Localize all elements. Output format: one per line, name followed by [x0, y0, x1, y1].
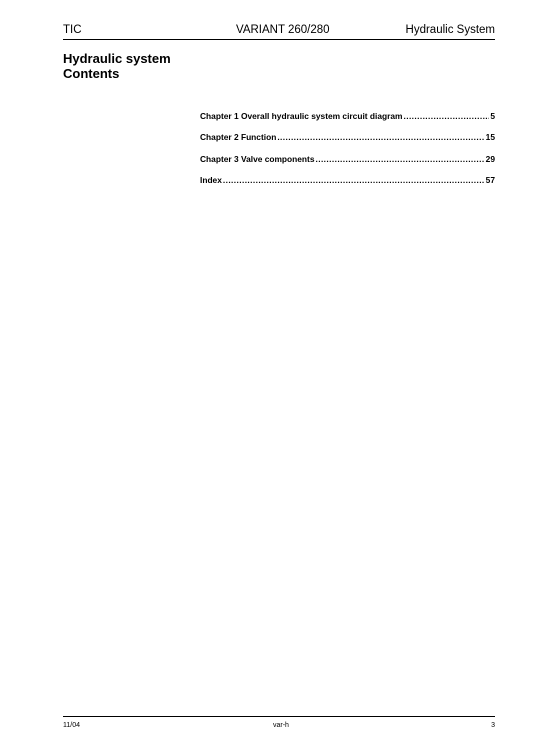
- header-divider: [63, 39, 495, 40]
- toc-entry[interactable]: [200, 175, 495, 186]
- toc-entry-page: 5: [490, 111, 495, 121]
- header-center-text: VARIANT 260/280: [236, 24, 330, 36]
- toc-entry-label: Chapter 3 Valve components: [200, 153, 315, 164]
- toc-dot-leader: [316, 154, 485, 165]
- header-left-text: TIC: [63, 24, 82, 36]
- page-footer: [63, 720, 495, 732]
- toc-entry-page: 15: [485, 132, 495, 143]
- toc-entry-label: Chapter 1 Overall hydraulic system circuit diagram: [200, 111, 403, 121]
- toc-entry-page: 29: [485, 153, 495, 164]
- page-title: [63, 51, 171, 81]
- toc-dot-leader: [277, 132, 484, 143]
- table-of-contents: [200, 111, 495, 196]
- title-line-1: Hydraulic system: [63, 51, 171, 66]
- toc-entry[interactable]: [200, 111, 495, 122]
- page-header: [63, 22, 495, 38]
- toc-entry-label: Index: [200, 174, 222, 185]
- toc-entry-label: Chapter 2 Function: [200, 132, 277, 143]
- footer-date: 11/04: [63, 722, 80, 729]
- toc-dot-leader: [403, 111, 489, 122]
- toc-entry[interactable]: [200, 154, 495, 165]
- toc-dot-leader: [223, 175, 485, 186]
- footer-code: var-h: [273, 722, 289, 729]
- footer-divider: [63, 716, 495, 717]
- toc-entry-page: 57: [485, 174, 495, 185]
- header-right-text: Hydraulic System: [405, 24, 495, 36]
- title-line-2: Contents: [63, 66, 120, 81]
- toc-entry[interactable]: [200, 132, 495, 143]
- footer-page-number: 3: [491, 722, 495, 729]
